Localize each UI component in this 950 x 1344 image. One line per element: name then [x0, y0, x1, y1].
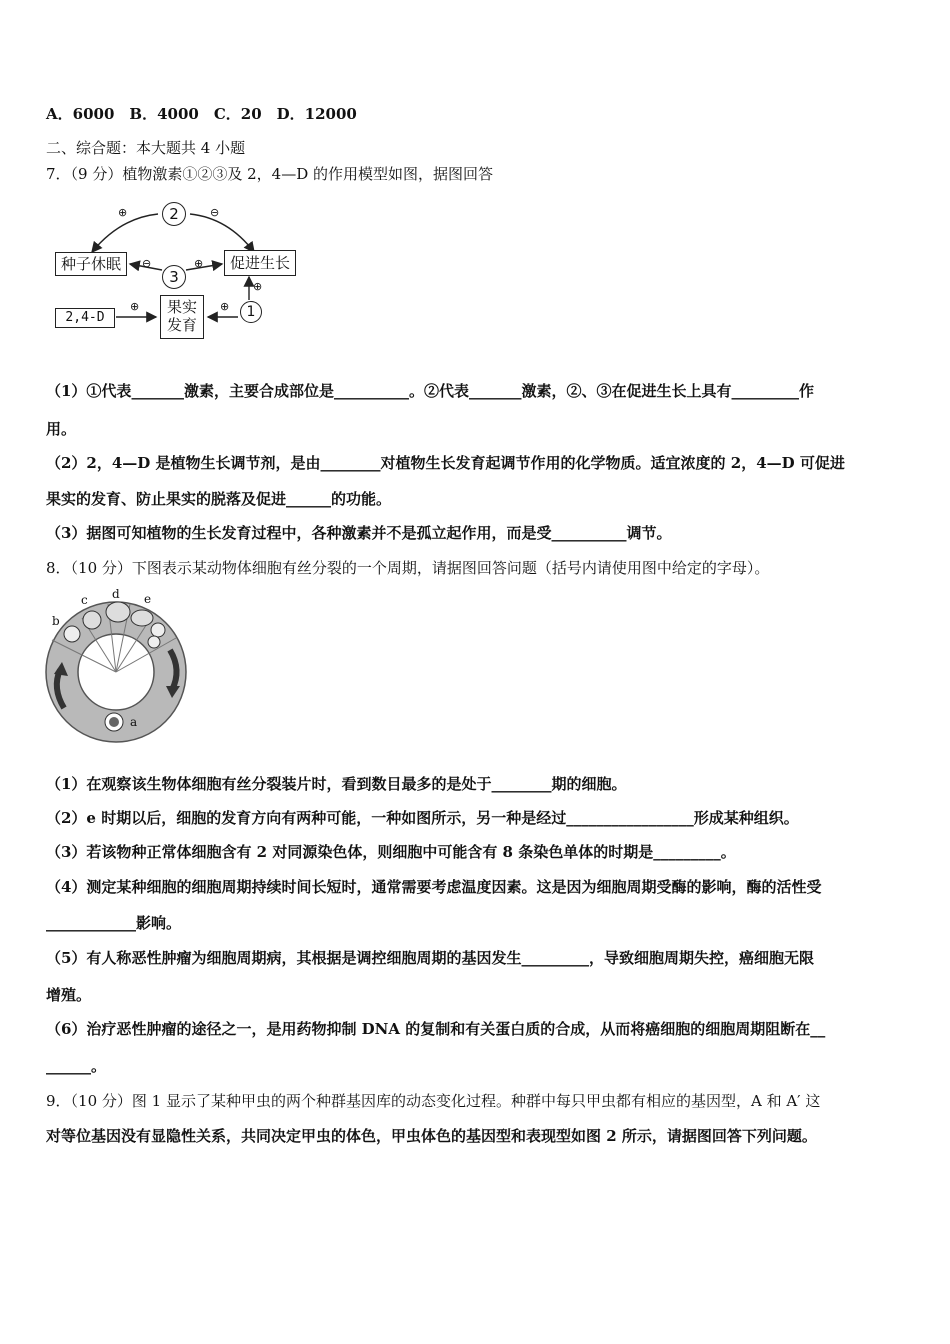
plus-sign: ⊕ [253, 280, 263, 293]
q8-part4b: ____________影响。 [46, 914, 182, 932]
q8-part5a: （5）有人称恶性肿瘤为细胞周期病，其根据是调控细胞周期的基因发生_________，导致细胞周期失控，癌细胞无限 [46, 949, 814, 967]
section-title: 二、综合题：本大题共 4 小题 [46, 139, 246, 157]
q7-part3: （3）据图可知植物的生长发育过程中，各种激素并不是孤立起作用，而是受__________调节。 [46, 524, 672, 542]
q7-part1b: 用。 [46, 420, 77, 438]
q8-part6b: ______。 [46, 1057, 107, 1075]
q7-part2b: 果实的发育、防止果实的脱落及促进______的功能。 [46, 490, 392, 508]
plus-sign: ⊕ [130, 300, 140, 313]
d24-box: 2,4-D [55, 308, 115, 328]
q8-part5b: 增殖。 [46, 986, 92, 1004]
promote-growth-box: 促进生长 [224, 250, 296, 276]
phase-label-a: a [130, 715, 138, 729]
q8-part6a: （6）治疗恶性肿瘤的途径之一，是用药物抑制 DNA 的复制和有关蛋白质的合成，从而将癌细胞的细胞周期阻断在__ [46, 1020, 826, 1038]
plus-sign: ⊕ [118, 206, 128, 219]
q9-stem-line1: 9．（10 分）图 1 显示了某种甲虫的两个种群基因库的动态变化过程。种群中每只甲虫都有相应的基因型，A 和 A′ 这 [46, 1092, 821, 1110]
hormone-1-circle: 1 [240, 301, 262, 323]
fruit-label-top: 果实 [166, 298, 197, 316]
phase-label-d: d [112, 587, 120, 601]
q7-stem: 7．（9 分）植物激素①②③及 2，4—D 的作用模型如图，据图回答 [46, 165, 494, 183]
hormone-2-circle: 2 [162, 202, 186, 226]
q9-stem-line2: 对等位基因没有显隐性关系，共同决定甲虫的体色，甲虫体色的基因型和表现型如图 2 所示，请据图回答下列问题。 [46, 1127, 817, 1145]
cell-cycle-diagram [44, 587, 194, 745]
q8-part2: （2）e 时期以后，细胞的发育方向有两种可能，一种如图所示，另一种是经过_________________形成某种组织。 [46, 809, 799, 827]
phase-label-c: c [81, 593, 88, 607]
q8-stem: 8．（10 分）下图表示某动物体细胞有丝分裂的一个周期，请据图回答问题（括号内请使用图中给定的字母）。 [46, 559, 770, 577]
minus-sign: ⊖ [210, 206, 220, 219]
seed-dormancy-box: 种子休眠 [55, 252, 127, 276]
fruit-label-bottom: 发育 [166, 316, 197, 334]
q8-part1: （1）在观察该生物体细胞有丝分裂装片时，看到数目最多的是处于________期的细胞。 [46, 775, 627, 793]
minus-sign: ⊖ [142, 257, 152, 270]
q7-diagram [50, 200, 310, 345]
q8-part4a: （4）测定某种细胞的细胞周期持续时间长短时，通常需要考虑温度因素。这是因为细胞周期受酶的影响，酶的活性受 [46, 878, 822, 896]
plus-sign: ⊕ [194, 257, 204, 270]
plus-sign: ⊕ [220, 300, 230, 313]
cell-cycle-ring [44, 590, 194, 745]
q8-part3: （3）若该物种正常体细胞含有 2 对同源染色体，则细胞中可能含有 8 条染色单体的时期是_________。 [46, 843, 736, 861]
hormone-3-circle: 3 [162, 265, 186, 289]
phase-label-e: e [144, 592, 152, 606]
q7-part2a: （2）2，4—D 是植物生长调节剂，是由________对植物生长发育起调节作用的化学物质。适宜浓度的 2，4—D 可促进 [46, 454, 845, 472]
q6-options: A．6000 B．4000 C．20 D．12000 [46, 105, 357, 123]
fruit-box [160, 295, 204, 339]
phase-label-b: b [52, 614, 60, 628]
q7-part1a: （1）①代表_______激素，主要合成部位是__________。②代表_______激素，②、③在促进生长上具有_________作 [46, 382, 814, 400]
